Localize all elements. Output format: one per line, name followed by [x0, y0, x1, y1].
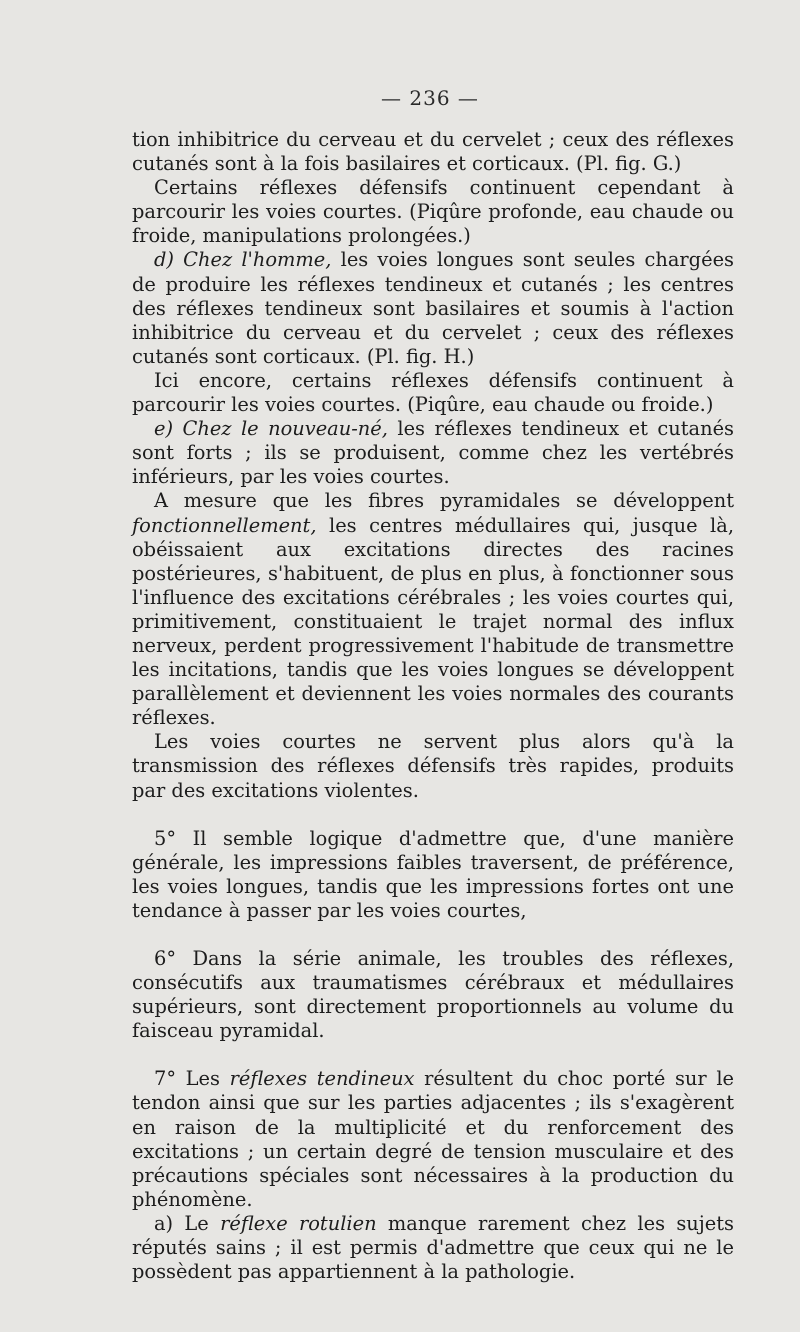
paragraph-5-text: les réflexes tendineux et cutanés sont forts ; ils se produisent, comme chez les vertébrés inférieurs, par les voies courtes. — [132, 417, 734, 489]
paragraph-6-after: les centres médullaires qui, jusque là, obéissaient aux excitations directes des racines postérieures, s'habituent, de plus en plus, à fonctionner sous l'influence des excitations cérébrales ; les voies courtes qui, primitivement, constituaient le trajet normal des influx nerveux, perdent progressivement l'habitude de transmettre les incitations, tandis que les voies longues se développent parallèlement et deviennent les voies normales des courants réflexes. — [132, 513, 734, 730]
page-number: — 236 — — [381, 86, 479, 110]
paragraph-6-em: fonctionnellement, — [132, 513, 317, 537]
text-body — [132, 128, 734, 1284]
paragraph-11-before: a) Le — [154, 1211, 221, 1235]
paragraph-7: Les voies courtes ne servent plus alors qu'à la transmission des réflexes défensifs très rapides, produits par des excitations violentes. — [132, 730, 734, 802]
paragraph-6 — [132, 489, 734, 730]
paragraph-1: tion inhibitrice du cerveau et du cervelet ; ceux des réflexes cutanés sont à la fois basilaires et corticaux. (Pl. fig. G.) — [132, 128, 734, 176]
paragraph-11-em: réflexe rotulien — [220, 1211, 377, 1235]
paragraph-4: Ici encore, certains réflexes défensifs continuent à parcourir les voies courtes. (Piqûre, eau chaude ou froide.) — [132, 368, 734, 417]
paragraph-5 — [132, 417, 734, 489]
paragraph-2: Certains réflexes défensifs continuent cependant à parcourir les voies courtes. (Piqûre profonde, eau chaude ou froide, manipulations prolongées.) — [132, 176, 734, 248]
paragraph-10-after: résultent du choc porté sur le tendon ainsi que sur les parties adjacentes ; ils s'exagèrent en raison de la multiplicité et du renforcement des excitations ; un certain degré de tension musculaire et des précautions spéciales sont nécessaires à la production du phénomène. — [132, 1067, 734, 1211]
paragraph-10-em: réflexes tendineux — [229, 1067, 415, 1091]
paragraph-10 — [132, 1067, 734, 1212]
paragraph-11-after: manque rarement chez les sujets réputés sains ; il est permis d'admettre que ceux qui ne le possèdent pas appartiennent à la pathologie. — [132, 1211, 734, 1284]
paragraph-3 — [132, 248, 734, 368]
paragraph-8: 5° Il semble logique d'admettre que, d'une manière générale, les impressions faibles traversent, de préférence, les voies longues, tandis que les impressions fortes ont une tendance à passer par les voies courtes, — [132, 826, 734, 922]
paragraph-11 — [132, 1212, 734, 1284]
paragraph-10-before: 7° Les — [154, 1067, 230, 1091]
paragraph-3-text: les voies longues sont seules chargées de produire les réflexes tendineux et cutanés ; les centres des réflexes tendineux sont basilaires et soumis à l'action inhibitrice du cerveau et du cervelet ; ceux des réflexes cutanés sont corticaux. (Pl. fig. H.) — [132, 248, 734, 368]
paragraph-9: 6° Dans la série animale, les troubles des réflexes, consécutifs aux traumatismes cérébraux et médullaires supérieurs, sont directement proportionnels au volume du faisceau pyramidal. — [132, 947, 734, 1043]
paragraph-3-label: d) Chez l'homme, — [154, 248, 332, 272]
paragraph-5-label: e) Chez le nouveau-né, — [154, 417, 388, 441]
paragraph-6-before: A mesure que les fibres pyramidales se développent — [154, 489, 734, 513]
